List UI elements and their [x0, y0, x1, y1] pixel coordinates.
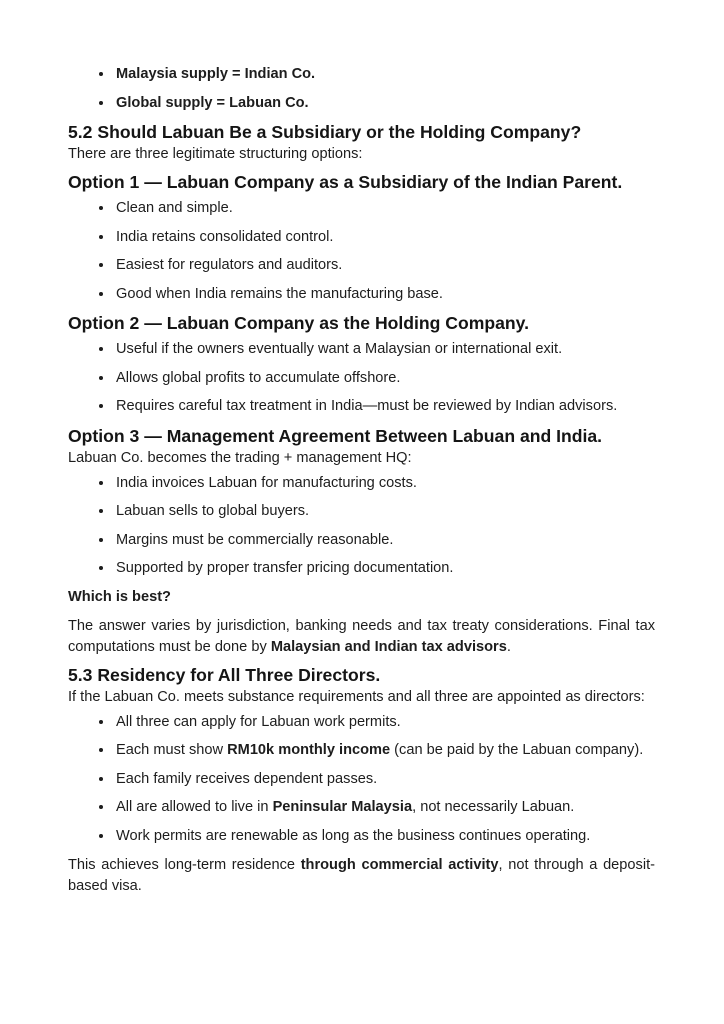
text-run: , not necessarily Labuan. [412, 799, 575, 815]
text-run: Malaysian and Indian tax advisors [270, 638, 507, 655]
section-5-3-heading: 5.3 Residency for All Three Directors. [68, 664, 381, 685]
closing-paragraph [68, 855, 655, 897]
list-item: • Malaysia supply = Indian Co. [114, 64, 655, 85]
option-2-bullet-list [68, 339, 655, 417]
list-item: • Allows global profits to accumulate offshore. [114, 368, 655, 389]
text-run: through commercial activity [300, 856, 499, 873]
top-bullet-list [68, 64, 655, 114]
option-3-bullet-list [68, 473, 655, 580]
section-5-2-lead: There are three legitimate structuring options: [68, 146, 363, 162]
text-run: RM10k monthly income [227, 742, 391, 758]
list-item: • India retains consolidated control. [114, 227, 655, 248]
list-item: • Easiest for regulators and auditors. [114, 255, 655, 276]
list-item: • Global supply = Labuan Co. [114, 93, 655, 114]
text-run: All three can apply for Labuan work permits. [116, 713, 401, 730]
list-item: • Supported by proper transfer pricing documentation. [114, 558, 655, 579]
text-run: Each family receives dependent passes. [116, 770, 378, 787]
text-run: , not through a deposit-based visa. [68, 856, 655, 894]
text-run: Work permits are renewable as long as the business continues operating. [116, 827, 591, 844]
text-run: . [506, 638, 511, 655]
option-1-heading: Option 1 — Labuan Company as a Subsidiary of the Indian Parent. [68, 172, 623, 192]
option-1-bullet-list [68, 198, 655, 305]
option-2-heading: Option 2 — Labuan Company as the Holding Company. [68, 313, 530, 333]
list-item: • Useful if the owners eventually want a Malaysian or international exit. [114, 339, 655, 360]
list-item [114, 797, 655, 818]
text-run: All are allowed to live in [116, 799, 273, 815]
list-item: • Labuan sells to global buyers. [114, 501, 655, 522]
list-item: • Margins must be commercially reasonable. [114, 530, 655, 551]
list-item: • Good when India remains the manufacturing base. [114, 284, 655, 305]
section-5-3-lead: If the Labuan Co. meets substance requirements and all three are appointed as directors: [68, 688, 645, 705]
option-3-heading: Option 3 — Management Agreement Between Labuan and India. [68, 425, 603, 446]
list-item: • India invoices Labuan for manufacturing costs. [114, 473, 655, 494]
text-run: (can be paid by the Labuan company). [390, 742, 644, 758]
list-item [114, 826, 655, 847]
list-item [114, 769, 655, 790]
option-3-lead: Labuan Co. becomes the trading + management HQ: [68, 449, 412, 466]
text-run: Each must show [116, 742, 228, 758]
list-item: • Requires careful tax treatment in India—must be reviewed by Indian advisors. [114, 396, 655, 417]
section-5-2-heading: 5.2 Should Labuan Be a Subsidiary or the Holding Company? [68, 122, 582, 142]
list-item [114, 740, 655, 761]
which-is-best-paragraph [68, 616, 655, 658]
section-5-3-bullet-list [68, 712, 655, 847]
which-is-best-heading: Which is best? [68, 588, 171, 605]
text-run: Peninsular Malaysia [272, 799, 413, 815]
text-run: This achieves long-term residence [68, 856, 301, 873]
text-run: The answer varies by jurisdiction, banking needs and tax treaty considerations. Final tax computations must be done by [68, 617, 655, 655]
list-item [114, 712, 655, 733]
list-item: • Clean and simple. [114, 198, 655, 219]
